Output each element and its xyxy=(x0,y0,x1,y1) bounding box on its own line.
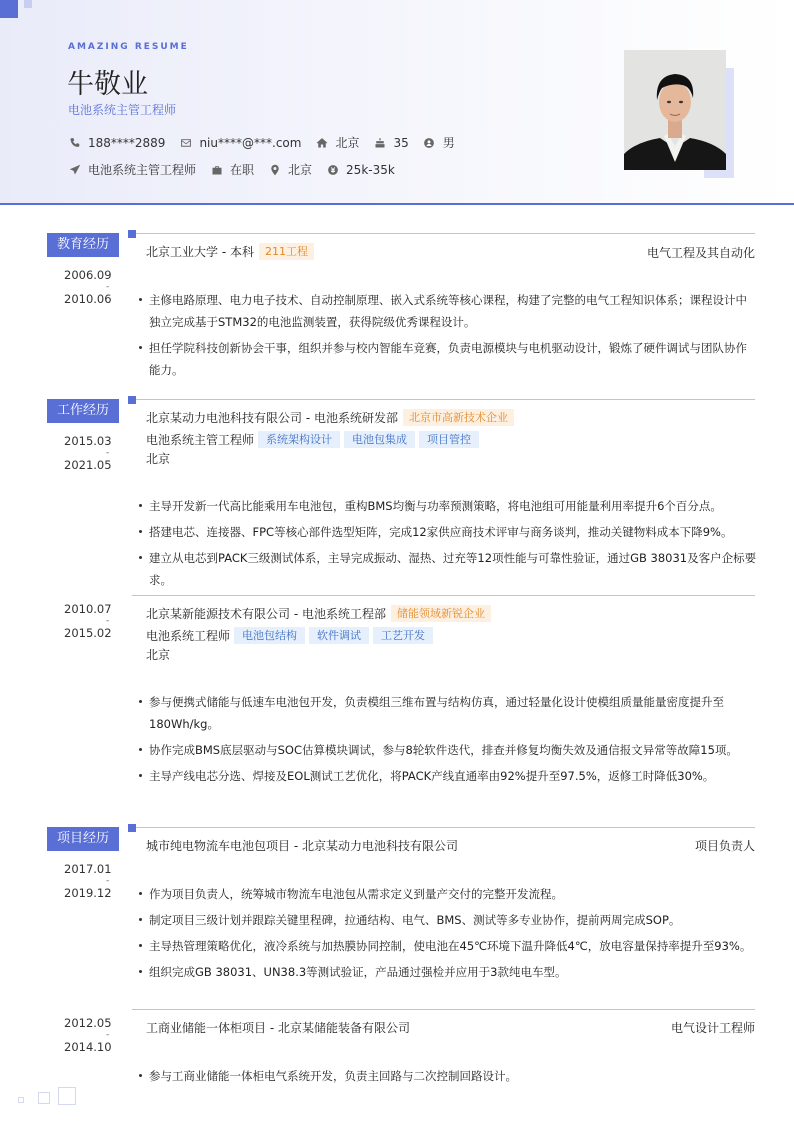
list-item: 主导产线电芯分选、焊接及EOL测试工艺优化，将PACK产线直通率由92%提升至97.5%，返修工时降低30%。 xyxy=(137,765,757,787)
list-item: 参与工商业储能一体柜电气系统开发，负责主回路与二次控制回路设计。 xyxy=(137,1065,757,1087)
section-divider xyxy=(136,399,755,400)
salary-item xyxy=(326,163,395,177)
date-separator: - xyxy=(106,876,110,886)
list-item: 主导热管理策略优化，液冷系统与加热膜协同控制，使电池在45℃环境下温升降低4℃，放电容量保持率提升至93%。 xyxy=(137,935,757,957)
proj2-name: 工商业储能一体柜项目 - 北京某储能装备有限公司 xyxy=(146,1021,410,1035)
section-marker xyxy=(128,230,136,238)
age-text: 35 xyxy=(393,135,409,150)
list-item: 建立从电芯到PACK三级测试体系，主导完成振动、湿热、过充等12项性能与可靠性验证，通过GB 38031及客户企标要求。 xyxy=(137,547,757,591)
section-divider xyxy=(136,233,755,234)
age-item xyxy=(373,136,408,150)
skill-tag: 软件调试 xyxy=(309,627,369,644)
email-item xyxy=(179,136,301,150)
work2-start-date: 2010.07 xyxy=(64,602,112,616)
gender-icon xyxy=(423,136,436,149)
resume-tagline: AMAZING RESUME xyxy=(68,42,189,52)
resume-header xyxy=(0,0,794,205)
contact-row xyxy=(68,134,469,151)
section-label-work: 工作经历 xyxy=(47,399,119,423)
edu-end-date: 2010.06 xyxy=(64,292,112,306)
gender-item xyxy=(423,134,455,151)
corner-square-decoration xyxy=(38,1092,50,1104)
work2-company-row xyxy=(146,605,491,622)
proj2-start-date: 2012.05 xyxy=(64,1016,112,1030)
work2-position: 电池系统工程师 xyxy=(146,629,231,643)
list-item: 搭建电芯、连接器、FPC等核心部件选型矩阵，完成12家供应商技术评审与商务谈判，推动关键物料成本下降9%。 xyxy=(137,521,757,543)
gender-text: 男 xyxy=(442,136,455,150)
location-pin-icon xyxy=(268,163,281,176)
status-text: 在职 xyxy=(230,163,255,177)
edu-school-row xyxy=(146,243,314,260)
section-marker xyxy=(128,824,136,832)
proj2-bullet-list xyxy=(137,1065,757,1091)
list-item: 协作完成BMS底层驱动与SOC估算模块调试，参与8轮软件迭代，排查并修复均衡失效及通信报文异常等故障15项。 xyxy=(137,739,757,761)
intent-city-item xyxy=(268,161,312,178)
edu-bullet-list xyxy=(137,289,757,385)
date-separator: - xyxy=(106,282,110,292)
proj1-role: 项目负责人 xyxy=(694,839,755,853)
salary-text: 25k-35k xyxy=(346,162,395,177)
date-separator: - xyxy=(106,448,110,458)
section-divider xyxy=(136,827,755,828)
list-item: 组织完成GB 38031、UN38.3等测试验证，产品通过强检并应用于3款纯电车型。 xyxy=(137,961,757,983)
skill-tag: 电池包结构 xyxy=(234,627,305,644)
briefcase-icon xyxy=(210,163,223,176)
list-item: 担任学院科技创新协会干事，组织并参与校内智能车竞赛，负责电源模块与电机驱动设计，锻炼了硬件调试与团队协作能力。 xyxy=(137,337,757,381)
proj1-bullet-list xyxy=(137,883,757,987)
home-icon xyxy=(315,136,328,149)
mail-icon xyxy=(179,136,192,149)
work1-start-date: 2015.03 xyxy=(64,434,112,448)
list-item: 参与便携式储能与低速车电池包开发，负责模组三维布置与结构仿真，通过轻量化设计使模组质量能量密度提升至180Wh/kg。 xyxy=(137,691,757,735)
work2-company-badge: 储能领域新锐企业 xyxy=(391,605,491,622)
edu-school: 北京工业大学 - 本科 xyxy=(146,245,254,259)
proj1-start-date: 2017.01 xyxy=(64,862,112,876)
list-item: 主修电路原理、电力电子技术、自动控制原理、嵌入式系统等核心课程，构建了完整的电气工程知识体系；课程设计中独立完成基于STM32的电池监测装置，获得院级优秀课程设计。 xyxy=(137,289,757,333)
work1-company-row xyxy=(146,409,514,426)
intent-position-item xyxy=(68,161,196,178)
send-icon xyxy=(68,163,81,176)
work2-end-date: 2015.02 xyxy=(64,626,112,640)
work1-city: 北京 xyxy=(146,452,171,466)
edu-start-date: 2006.09 xyxy=(64,268,112,282)
work2-position-row xyxy=(146,627,433,644)
intent-city-text: 北京 xyxy=(288,163,313,177)
work1-position: 电池系统主管工程师 xyxy=(146,433,255,447)
work1-bullet-list xyxy=(137,495,757,595)
work1-position-row xyxy=(146,431,479,448)
phone-item xyxy=(68,136,165,150)
list-item: 作为项目负责人，统筹城市物流车电池包从需求定义到量产交付的完整开发流程。 xyxy=(137,883,757,905)
candidate-name: 牛敬业 xyxy=(67,69,148,100)
corner-decoration-small xyxy=(24,0,32,8)
proj1-name: 城市纯电物流车电池包项目 - 北京某动力电池科技有限公司 xyxy=(146,839,458,853)
section-label-projects: 项目经历 xyxy=(47,827,119,851)
skill-tag: 工艺开发 xyxy=(373,627,433,644)
email-text: niu****@***.com xyxy=(199,135,302,150)
work1-company: 北京某动力电池科技有限公司 - 电池系统研发部 xyxy=(146,411,398,425)
proj2-role: 电气设计工程师 xyxy=(670,1021,755,1035)
city-item xyxy=(315,134,359,151)
corner-square-decoration xyxy=(18,1097,24,1103)
section-marker xyxy=(128,396,136,404)
proj2-end-date: 2014.10 xyxy=(64,1040,112,1054)
candidate-title: 电池系统主管工程师 xyxy=(68,103,177,117)
work2-city: 北京 xyxy=(146,648,171,662)
skill-tag: 项目管控 xyxy=(419,431,479,448)
work2-bullet-list xyxy=(137,691,757,791)
edu-school-badge: 211工程 xyxy=(259,243,314,260)
entry-divider xyxy=(132,595,755,596)
profile-photo xyxy=(624,50,726,170)
job-intent-row xyxy=(68,161,409,178)
intent-position-text: 电池系统主管工程师 xyxy=(88,163,197,177)
cake-icon xyxy=(373,136,386,149)
date-separator: - xyxy=(106,616,110,626)
proj1-end-date: 2019.12 xyxy=(64,886,112,900)
skill-tag: 电池包集成 xyxy=(344,431,415,448)
entry-divider xyxy=(132,1009,755,1010)
work1-end-date: 2021.05 xyxy=(64,458,112,472)
list-item: 主导开发新一代高比能乘用车电池包，重构BMS均衡与功率预测策略，将电池组可用能量利用率提升6个百分点。 xyxy=(137,495,757,517)
date-separator: - xyxy=(106,1030,110,1040)
work1-company-badge: 北京市高新技术企业 xyxy=(403,409,514,426)
corner-square-decoration xyxy=(58,1087,76,1105)
edu-major: 电气工程及其自动化 xyxy=(646,246,755,260)
work2-company: 北京某新能源技术有限公司 - 电池系统工程部 xyxy=(146,607,386,621)
phone-text: 188****2889 xyxy=(88,135,166,150)
section-label-education: 教育经历 xyxy=(47,233,119,257)
corner-decoration xyxy=(0,0,18,18)
city-text: 北京 xyxy=(335,136,360,150)
list-item: 制定项目三级计划并跟踪关键里程碑，拉通结构、电气、BMS、测试等多专业协作，提前两周完成SOP。 xyxy=(137,909,757,931)
skill-tag: 系统架构设计 xyxy=(258,431,340,448)
status-item xyxy=(210,161,254,178)
phone-icon xyxy=(68,136,81,149)
salary-icon xyxy=(326,163,339,176)
